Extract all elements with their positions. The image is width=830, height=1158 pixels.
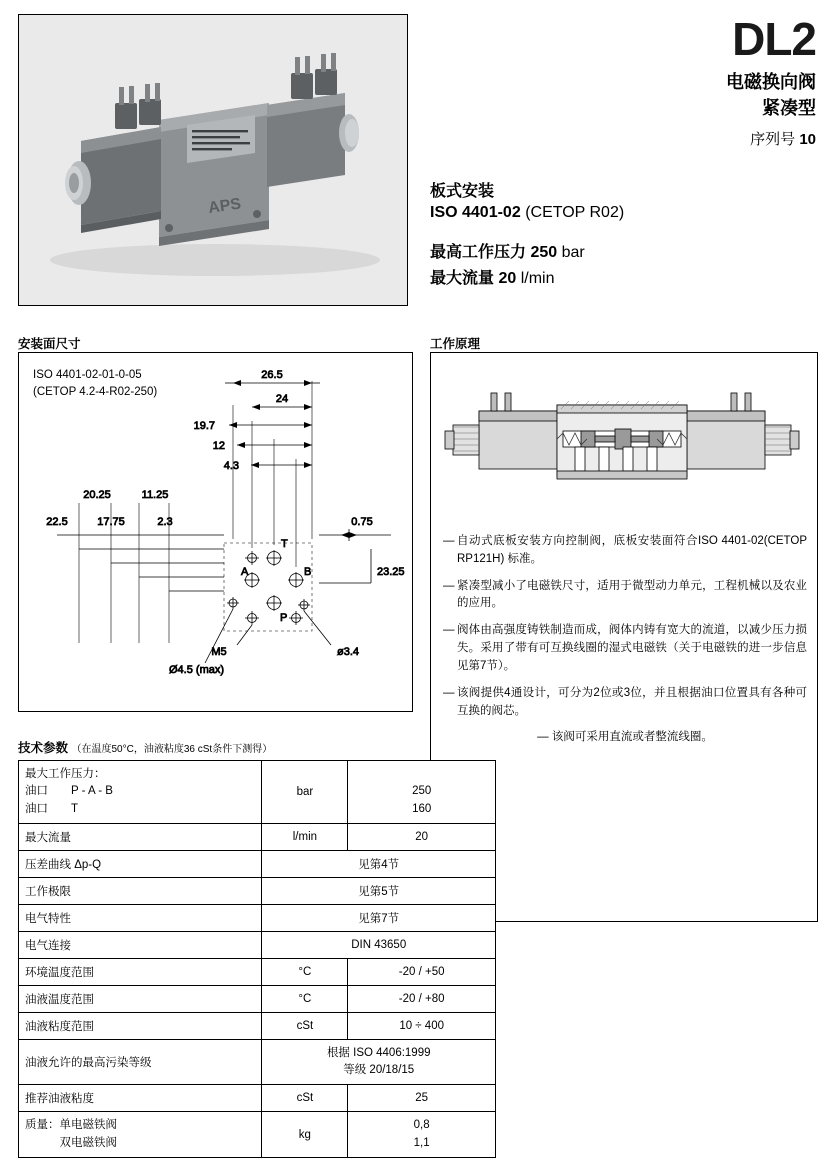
row-unit-ambient-temp: °C bbox=[262, 958, 348, 985]
pressure-unit: bar bbox=[561, 244, 585, 261]
row-value-electrical-char: 见第7节 bbox=[262, 904, 496, 931]
row-value-contamination bbox=[262, 1039, 496, 1085]
dim-23-25: 23.25 bbox=[377, 566, 405, 578]
technical-note: （在温度50°C，油液粘度36 cSt条件下测得） bbox=[71, 744, 273, 755]
table-row bbox=[19, 1039, 496, 1085]
principle-item-text: 阀体由高强度铸铁制造而成，阀体内铸有宽大的流道，以减少压力损失。采用了带有可互换线圈的湿式电磁铁（关于电磁铁的进一步信息见第7节）。 bbox=[457, 624, 807, 672]
standard-code: ISO 4401-02 bbox=[430, 204, 521, 221]
table-row bbox=[19, 958, 496, 985]
value-line bbox=[354, 766, 489, 783]
table-row bbox=[19, 850, 496, 877]
port-label-T: T bbox=[281, 538, 288, 550]
table-row bbox=[19, 1012, 496, 1039]
product-subtitle-1: 电磁换向阀 bbox=[726, 72, 816, 92]
value-line: 等级 20/18/15 bbox=[343, 1064, 415, 1076]
product-photo bbox=[18, 14, 408, 306]
table-row bbox=[19, 877, 496, 904]
row-label-mass bbox=[19, 1112, 262, 1158]
dim-22-5: 22.5 bbox=[46, 516, 68, 528]
pressure-label: 最高工作压力 bbox=[430, 244, 527, 261]
mounting-title: 板式安装 bbox=[430, 183, 495, 200]
pressure-value: 250 bbox=[530, 244, 558, 261]
dash-marker: — bbox=[443, 579, 455, 592]
section-label-technical bbox=[18, 738, 272, 756]
row-value-recommended-viscosity: 25 bbox=[348, 1085, 496, 1112]
technical-parameters-table bbox=[18, 760, 496, 1158]
dash-marker: — bbox=[443, 535, 455, 547]
row-unit-max-pressure: bar bbox=[262, 761, 348, 824]
callout-dia-3-4: ø3.4 bbox=[337, 646, 360, 658]
port-label-P: P bbox=[280, 612, 288, 624]
row-value-ambient-temp: -20 / +50 bbox=[348, 958, 496, 985]
principle-last-line: — 该阀可采用直流或者整流线圈。 bbox=[537, 731, 713, 744]
dim-24: 24 bbox=[275, 393, 289, 405]
row-label-max-pressure bbox=[19, 761, 262, 824]
label-line: 双电磁铁阀 bbox=[25, 1136, 117, 1149]
principle-item-text: 该阀提供4通设计，可分为2位或3位，并且根据油口位置具有各种可互换的阀芯。 bbox=[457, 686, 807, 717]
section-label-mounting: 安装面尺寸 bbox=[18, 337, 81, 351]
principle-item-text: 紧凑型减小了电磁铁尺寸，适用于微型动力单元，工程机械以及农业的应用。 bbox=[457, 579, 807, 610]
iso-code-line-1: ISO 4401-02-01-0-05 bbox=[33, 369, 142, 381]
svg-text:APS: APS bbox=[207, 195, 243, 217]
iso-code-line-2: (CETOP 4.2-4-R02-250) bbox=[33, 385, 158, 398]
technical-title: 技术参数 bbox=[18, 741, 69, 755]
serial-value: 10 bbox=[799, 131, 816, 148]
table-row bbox=[19, 1112, 496, 1158]
dim-11-25: 11.25 bbox=[141, 489, 169, 501]
row-value-dp-q: 见第4节 bbox=[262, 850, 496, 877]
dim-20-25: 20.25 bbox=[83, 489, 111, 501]
row-label-recommended-viscosity: 推荐油液粘度 bbox=[19, 1085, 262, 1112]
table-row bbox=[19, 761, 496, 824]
mounting-surface-panel bbox=[18, 352, 413, 712]
dim-19-7: 19.7 bbox=[193, 420, 215, 432]
row-unit-viscosity-range: cSt bbox=[262, 1012, 348, 1039]
row-label-fluid-temp: 油液温度范围 bbox=[19, 985, 262, 1012]
row-label-contamination: 油液允许的最高污染等级 bbox=[19, 1039, 262, 1085]
value-line: 根据 ISO 4406:1999 bbox=[326, 1046, 431, 1059]
row-value-mass bbox=[348, 1112, 496, 1158]
row-value-max-pressure bbox=[348, 761, 496, 824]
value-line: 1,1 bbox=[413, 1136, 430, 1149]
callout-dia-4-5: Ø4.5 (max) bbox=[169, 664, 225, 676]
label-line: 最大工作压力： bbox=[25, 768, 106, 780]
row-value-max-flow: 20 bbox=[348, 823, 496, 850]
label-line: 质量：单电磁铁阀 bbox=[25, 1119, 117, 1132]
table-row bbox=[19, 1085, 496, 1112]
row-label-max-flow: 最大流量 bbox=[19, 823, 262, 850]
row-unit-fluid-temp: °C bbox=[262, 985, 348, 1012]
row-value-electrical-conn: DIN 43650 bbox=[262, 931, 496, 958]
principle-item bbox=[443, 685, 807, 721]
dash-marker: — bbox=[443, 624, 455, 637]
table-row bbox=[19, 985, 496, 1012]
label-line: 油口 P - A - B bbox=[25, 785, 113, 798]
principle-item bbox=[443, 622, 807, 675]
section-label-principle: 工作原理 bbox=[430, 337, 481, 351]
standard-paren: (CETOP R02) bbox=[525, 204, 625, 221]
dim-12: 12 bbox=[212, 440, 225, 452]
row-value-working-limit: 见第5节 bbox=[262, 877, 496, 904]
value-line: 250 bbox=[412, 785, 432, 798]
valve-section-drawing bbox=[431, 353, 817, 529]
principle-text-block bbox=[443, 533, 807, 747]
principle-item-text: 自动式底板安装方向控制阀，底板安装面符合ISO 4401-02(CETOP RP121H) 标准。 bbox=[457, 535, 807, 565]
value-line: 0,8 bbox=[413, 1119, 430, 1132]
principle-item bbox=[443, 533, 807, 569]
flow-label: 最大流量 bbox=[430, 270, 495, 287]
iso-code-block bbox=[33, 367, 157, 400]
row-label-dp-q: 压差曲线 Δp-Q bbox=[19, 850, 262, 877]
principle-item bbox=[443, 578, 807, 614]
dim-4-3: 4.3 bbox=[223, 460, 239, 472]
row-label-electrical-char: 电气特性 bbox=[19, 904, 262, 931]
label-line: 油口 T bbox=[25, 802, 79, 815]
value-line: 160 bbox=[412, 802, 432, 815]
row-unit-max-flow: l/min bbox=[262, 823, 348, 850]
port-label-A: A bbox=[241, 566, 249, 578]
product-subtitle-2: 紧凑型 bbox=[762, 98, 816, 118]
callout-m5: M5 bbox=[211, 646, 227, 658]
spec-block bbox=[430, 178, 820, 291]
serial-label: 序列号 bbox=[750, 131, 796, 148]
mounting-dimension-drawing bbox=[19, 353, 412, 711]
product-code: DL2 bbox=[732, 13, 816, 65]
table-row bbox=[19, 904, 496, 931]
flow-unit: l/min bbox=[520, 270, 555, 287]
table-row bbox=[19, 931, 496, 958]
row-unit-mass: kg bbox=[262, 1112, 348, 1158]
row-value-viscosity-range: 10 ÷ 400 bbox=[348, 1012, 496, 1039]
row-label-viscosity-range: 油液粘度范围 bbox=[19, 1012, 262, 1039]
dim-2-3: 2.3 bbox=[157, 516, 173, 528]
row-label-working-limit: 工作极限 bbox=[19, 877, 262, 904]
dash-marker: — bbox=[443, 686, 455, 699]
dim-17-75: 17.75 bbox=[97, 516, 125, 528]
flow-value: 20 bbox=[498, 270, 517, 287]
port-label-B: B bbox=[304, 566, 312, 578]
serial-number bbox=[416, 128, 816, 149]
row-value-fluid-temp: -20 / +80 bbox=[348, 985, 496, 1012]
row-label-ambient-temp: 环境温度范围 bbox=[19, 958, 262, 985]
dim-0-75: 0.75 bbox=[351, 516, 373, 528]
dim-26-5: 26.5 bbox=[261, 369, 283, 381]
title-block bbox=[416, 13, 816, 149]
row-unit-recommended-viscosity: cSt bbox=[262, 1085, 348, 1112]
row-label-electrical-conn: 电气连接 bbox=[19, 931, 262, 958]
table-row bbox=[19, 823, 496, 850]
